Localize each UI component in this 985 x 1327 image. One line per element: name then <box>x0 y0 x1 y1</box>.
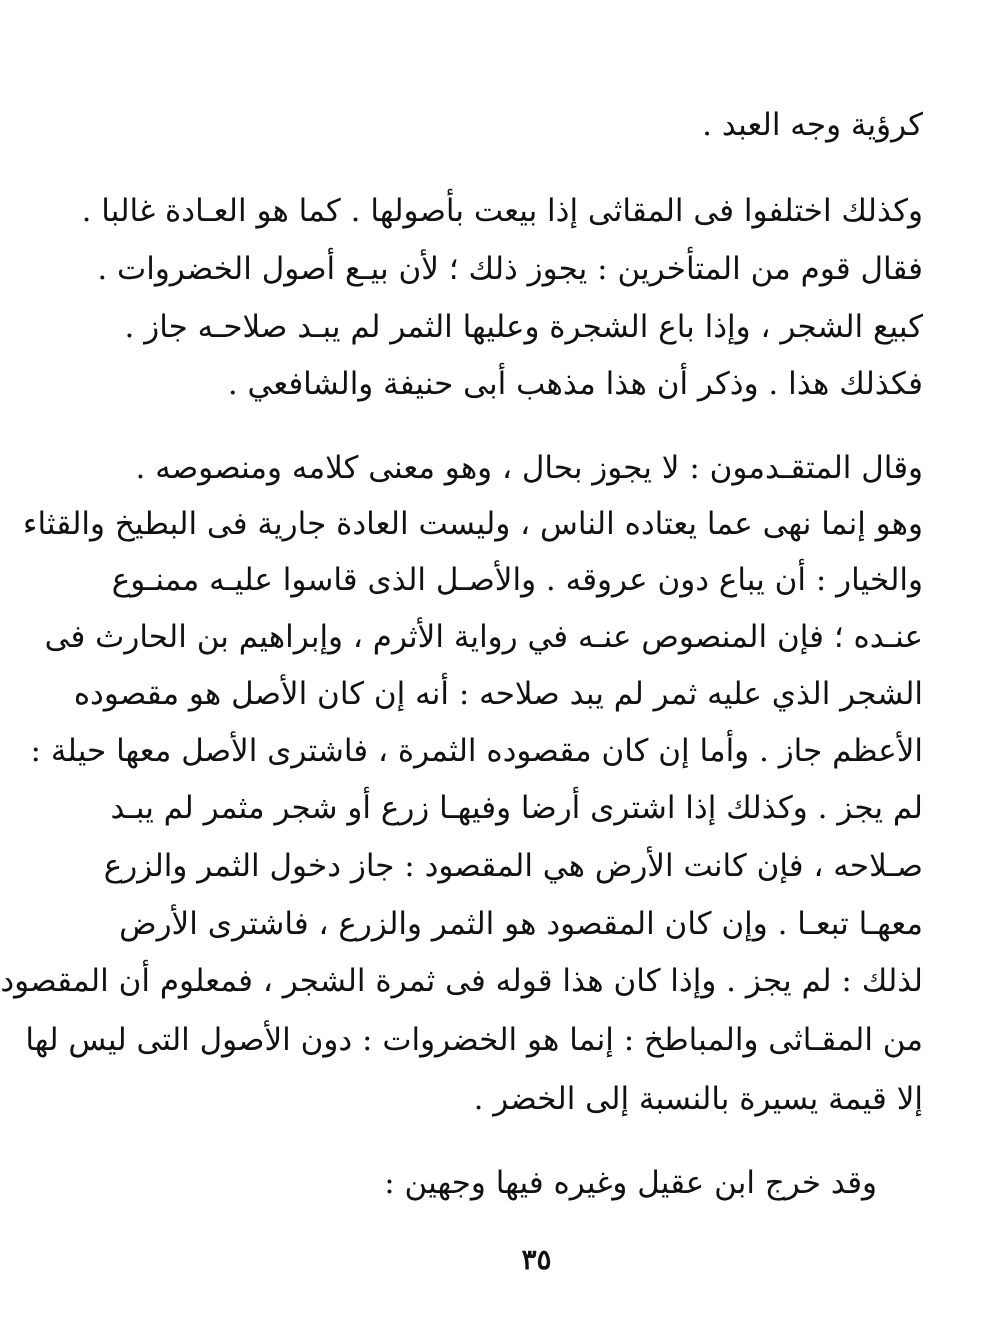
text-line: فقال قوم من المتأخرين : يجوز ذلك ؛ لأن بيـع أصول الخضروات . <box>97 251 923 287</box>
text-line: إلا قيمة يسيرة بالنسبة إلى الخضر . <box>473 1081 923 1117</box>
text-line: وكذلك اختلفوا فى المقاثى إذا بيعت بأصولها . كما هو العـادة غالبا . <box>81 193 923 229</box>
text-line: كبيع الشجر ، وإذا باع الشجرة وعليها الثمر لم يبـد صلاحـه جاز . <box>124 309 923 345</box>
text-line: عنـده ؛ فإن المنصوص عنـه في رواية الأثرم ، وإبراهيم بن الحارث فى <box>44 619 923 655</box>
text-line: صـلاحه ، فإن كانت الأرض هي المقصود : جاز دخول الثمر والزرع <box>103 848 923 884</box>
text-line: معهـا تبعـا . وإن كان المقصود هو الثمر والزرع ، فاشترى الأرض <box>119 906 923 942</box>
text-line: فكذلك هذا . وذكر أن هذا مذهب أبى حنيفة والشافعي . <box>227 366 923 402</box>
text-line: الشجر الذي عليه ثمر لم يبد صلاحه : أنه إن كان الأصل هو مقصوده <box>73 676 923 712</box>
text-line: وقد خرج ابن عقيل وغيره فيها وجهين : <box>384 1165 877 1201</box>
text-line: وقال المتقـدمون : لا يجوز بحال ، وهو معنى كلامه ومنصوصه . <box>135 450 923 486</box>
text-line: من المقـاثى والمباطخ : إنما هو الخضروات : دون الأصول التى ليس لها <box>25 1022 923 1058</box>
text-line: والخيار : أن يباع دون عروقه . والأصـل الذى قاسوا عليـه ممنـوع <box>111 562 923 598</box>
text-line: لم يجز . وكذلك إذا اشترى أرضا وفيهـا زرع أو شجر مثمر لم يبـد <box>110 790 923 826</box>
page-number: ٣٥ <box>521 1243 552 1276</box>
text-line: وهو إنما نهى عما يعتاده الناس ، وليست العادة جارية فى البطيخ والقثاء <box>22 506 923 542</box>
text-line: كرؤية وجه العبد . <box>702 107 923 143</box>
text-line: لذلك : لم يجز . وإذا كان هذا قوله فى ثمرة الشجر ، فمعلوم أن المقصود <box>0 963 923 999</box>
text-line: الأعظم جاز . وأما إن كان مقصوده الثمرة ، فاشترى الأصل معها حيلة : <box>30 733 923 769</box>
